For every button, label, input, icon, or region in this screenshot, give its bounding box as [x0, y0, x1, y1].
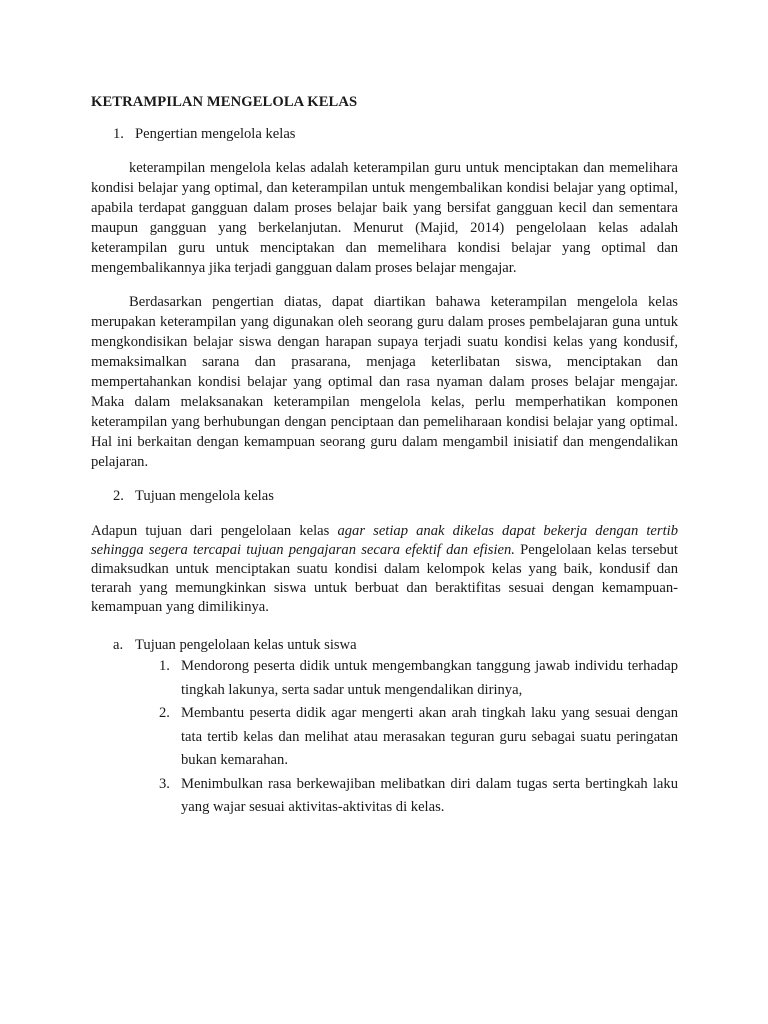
list-item-number: 1.: [159, 658, 170, 674]
section-2-heading: [91, 486, 678, 506]
section-1-title: Pengertian mengelola kelas: [135, 126, 296, 142]
section-2-para-start: Adapun tujuan dari pengelolaan kelas: [91, 523, 338, 539]
section-1-paragraph-2: Berdasarkan pengertian diatas, dapat diartikan bahawa keterampilan mengelola kelas merupakan keterampilan yang digunakan oleh seorang guru dalam proses pembelajaran guna untuk mengkondisikan belajar siswa dengan harapan supaya terjadi suatu kondisi kelas yang kondusif, memaksimalkan sarana dan prasarana, menjaga keterlibatan siswa, menciptakan dan mempertahankan kondisi belajar yang optimal dan rasa nyaman dalam proses belajar mengajar. Maka dalam melaksanakan keterampilan mengelola kelas, perlu memperhatikan komponen keterampilan yang berhubungan dengan penciptaan dan pemeliharaan kondisi belajar yang optimal. Hal ini berkaitan dengan kemampuan seorang guru dalam mengambil inisiatif dan mengendalikan pelajaran.: [91, 294, 678, 470]
list-item-text: Menimbulkan rasa berkewajiban melibatkan diri dalam tugas serta bertingkah laku yang wajar sesuai aktivitas-aktivitas di kelas.: [181, 775, 678, 815]
section-2-para-end: Pengelolaan kelas tersebut dimaksudkan untuk menciptakan suatu kondisi dalam kelompok kelas yang baik, kondusif dan terarah yang memungkinkan siswa untuk berbuat dan beraktifitas sesuai dengan kemampuan-kemampuan yang dimilikinya.: [91, 542, 678, 615]
list-item: [91, 702, 678, 773]
list-item-number: 3.: [159, 775, 170, 792]
list-item: [91, 773, 678, 820]
section-1-heading: [91, 124, 678, 144]
list-item: [91, 655, 678, 702]
section-2-number: 2.: [113, 488, 124, 504]
subsection-a-list: [91, 655, 678, 820]
section-2-title: Tujuan mengelola kelas: [135, 488, 274, 504]
list-item-text: Mendorong peserta didik untuk mengembangkan tanggung jawab individu terhadap tingkah lakunya, serta sadar untuk mengendalikan dirinya,: [181, 658, 678, 698]
subsection-a-title: Tujuan pengelolaan kelas untuk siswa: [135, 637, 357, 653]
document-title: KETRAMPILAN MENGELOLA KELAS: [91, 94, 358, 110]
section-2-paragraph: [91, 522, 678, 617]
section-2-para-italic: agar setiap anak dikelas dapat bekerja dengan tertib sehingga segera tercapai tujuan pengajaran secara efektif dan efisien.: [91, 523, 678, 558]
section-1-paragraph-1: keterampilan mengelola kelas adalah keterampilan guru untuk menciptakan dan memelihara kondisi belajar yang optimal, dan keterampilan untuk mengembalikan kondisi belajar yang optimal, apabila terdapat gangguan dalam proses belajar baik yang bersifat gangguan kecil dan sementara maupun gangguan yang berkelanjutan. Menurut (Majid, 2014) pengelolaan kelas adalah keterampilan guru untuk menciptakan dan memelihara kondisi belajar yang optimal dan mengembalikannya jika terjadi gangguan dalam proses belajar mengajar.: [91, 160, 678, 276]
section-1-number: 1.: [113, 126, 124, 142]
list-item-number: 2.: [159, 705, 170, 721]
document-page: [91, 92, 678, 820]
list-item-text: Membantu peserta didik agar mengerti akan arah tingkah laku yang sesuai dengan tata tertib kelas dan melihat atau merasakan teguran guru sebagai suatu peringatan bukan kemarahan.: [181, 705, 678, 768]
subsection-a-letter: a.: [113, 637, 124, 653]
subsection-a-heading: [91, 635, 678, 655]
